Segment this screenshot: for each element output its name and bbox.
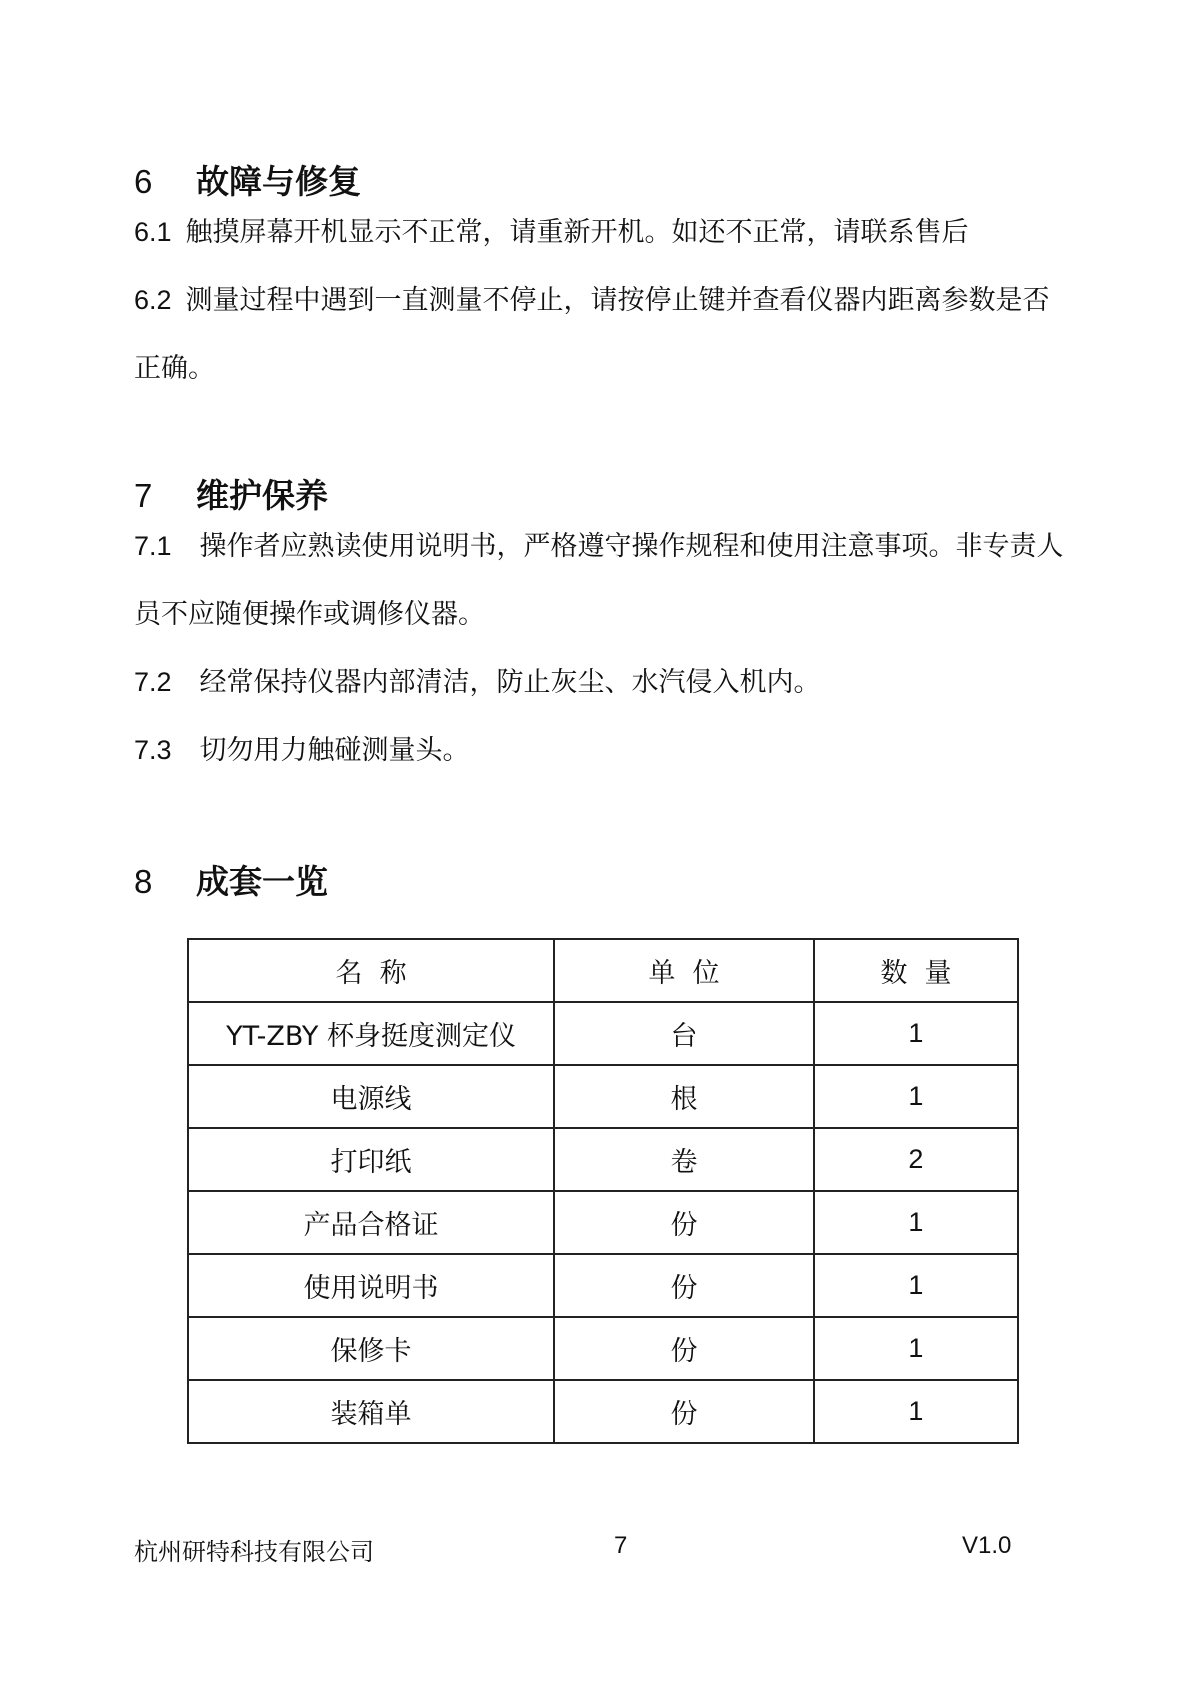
item-text: 经常保持仪器内部清洁，防止灰尘、水汽侵入机内。 xyxy=(199,667,821,698)
cell-quantity: 1 xyxy=(814,1002,1018,1065)
table-row xyxy=(188,1254,1018,1317)
table-row xyxy=(188,1380,1018,1443)
item-7-3 xyxy=(134,716,1074,785)
cell-name: 产品合格证 xyxy=(188,1191,554,1254)
cell-quantity: 1 xyxy=(814,1380,1018,1443)
table-row xyxy=(188,1065,1018,1128)
item-text: 切勿用力触碰测量头。 xyxy=(199,735,470,766)
cell-quantity: 1 xyxy=(814,1317,1018,1380)
item-number: 6.2 xyxy=(134,285,172,315)
cell-name: 装箱单 xyxy=(188,1380,554,1443)
section-number: 8 xyxy=(134,863,153,900)
header-quantity: 数 量 xyxy=(814,939,1018,1002)
section-number: 6 xyxy=(134,163,153,200)
section-title: 故障与修复 xyxy=(196,162,361,201)
cell-name: 电源线 xyxy=(188,1065,554,1128)
item-text: 操作者应熟读使用说明书，严格遵守操作规程和使用注意事项。非专责人员不应随便操作或调修仪器。 xyxy=(134,531,1064,630)
item-text: 测量过程中遇到一直测量不停止，请按停止键并查看仪器内距离参数是否正确。 xyxy=(134,285,1050,384)
section-8-heading xyxy=(134,856,1074,903)
section-6-heading xyxy=(134,156,1074,203)
cell-quantity: 1 xyxy=(814,1254,1018,1317)
cell-unit: 根 xyxy=(554,1065,814,1128)
cell-quantity: 1 xyxy=(814,1065,1018,1128)
item-number: 7.3 xyxy=(134,735,172,765)
header-name: 名 称 xyxy=(188,939,554,1002)
section-title: 维护保养 xyxy=(196,476,328,515)
item-number: 7.2 xyxy=(134,667,172,697)
item-7-1 xyxy=(134,512,1074,649)
cell-unit: 卷 xyxy=(554,1128,814,1191)
cell-unit: 份 xyxy=(554,1380,814,1443)
header-unit: 单 位 xyxy=(554,939,814,1002)
kit-list-table xyxy=(187,938,1019,1444)
table-row xyxy=(188,1317,1018,1380)
item-text: 触摸屏幕开机显示不正常，请重新开机。如还不正常，请联系售后 xyxy=(185,217,969,248)
table-row xyxy=(188,1128,1018,1191)
footer-version: V1.0 xyxy=(962,1532,1012,1559)
cell-quantity: 1 xyxy=(814,1191,1018,1254)
item-6-2 xyxy=(134,266,1074,403)
cell-name: 保修卡 xyxy=(188,1317,554,1380)
table-row xyxy=(188,1191,1018,1254)
footer-page-number: 7 xyxy=(614,1532,628,1559)
cell-name: YT-ZBY 杯身挺度测定仪 xyxy=(188,1002,554,1065)
section-title: 成套一览 xyxy=(196,862,328,901)
item-number: 6.1 xyxy=(134,217,172,247)
cell-name: 使用说明书 xyxy=(188,1254,554,1317)
cell-unit: 份 xyxy=(554,1254,814,1317)
section-number: 7 xyxy=(134,477,153,514)
cell-name: 打印纸 xyxy=(188,1128,554,1191)
cell-quantity: 2 xyxy=(814,1128,1018,1191)
item-number: 7.1 xyxy=(134,531,172,561)
footer-company: 杭州研特科技有限公司 xyxy=(134,1538,374,1566)
cell-unit: 份 xyxy=(554,1191,814,1254)
item-7-2 xyxy=(134,648,1074,717)
section-7-heading xyxy=(134,470,1074,517)
table-header-row xyxy=(188,939,1018,1002)
cell-unit: 台 xyxy=(554,1002,814,1065)
item-6-1 xyxy=(134,198,1074,267)
table-row xyxy=(188,1002,1018,1065)
cell-unit: 份 xyxy=(554,1317,814,1380)
